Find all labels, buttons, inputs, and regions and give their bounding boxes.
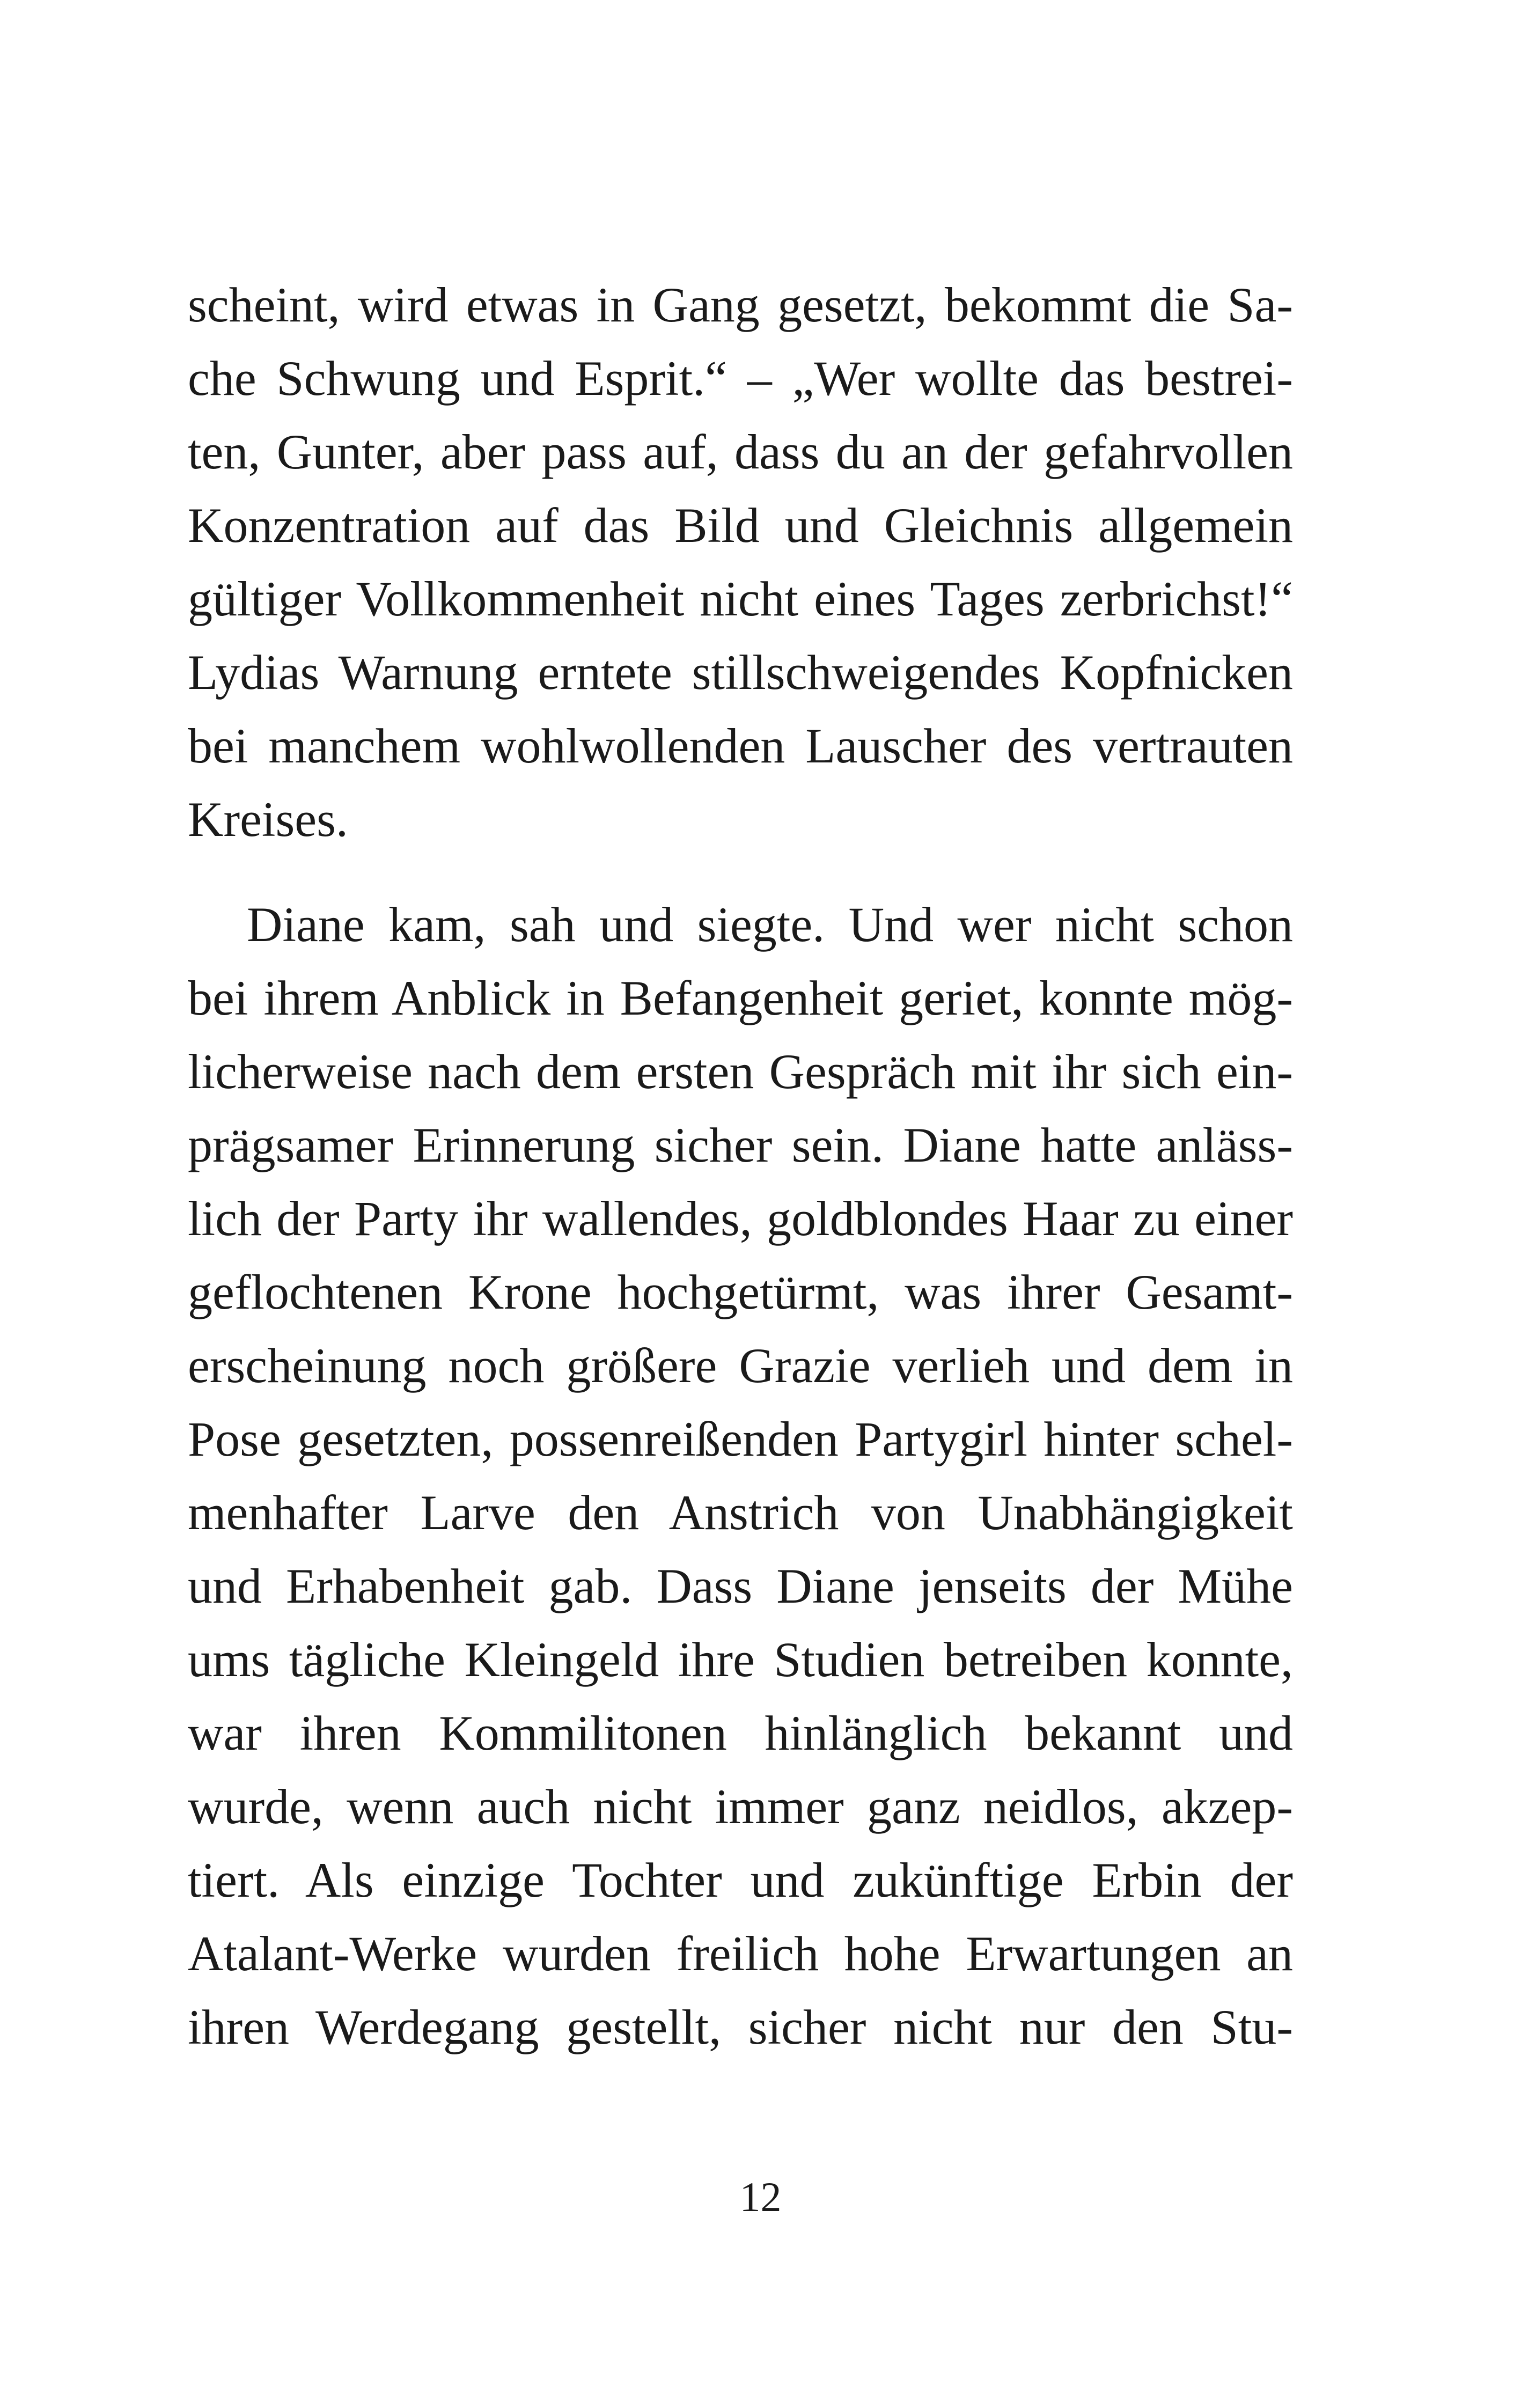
text-line: und Erhabenheit gab. Dass Diane jenseits der Mühe [188, 1559, 1293, 1613]
text-line: Atalant-Werke wurden freilich hohe Erwartungen an [188, 1926, 1293, 1981]
text-line: che Schwung und Esprit.“ – „Wer wollte das bestrei- [188, 351, 1293, 406]
text-line: bei ihrem Anblick in Befangenheit geriet, konnte mög- [188, 971, 1293, 1025]
text-line: war ihren Kommilitonen hinlänglich bekannt und [188, 1706, 1293, 1760]
text-line: Kreises. [188, 792, 348, 847]
text-line: Pose gesetzten, possenreißenden Partygirl hinter schel- [188, 1412, 1293, 1466]
text-line: ums tägliche Kleingeld ihre Studien betreiben konnte, [188, 1632, 1293, 1687]
text-line: geflochtenen Krone hochgetürmt, was ihrer Gesamt- [188, 1265, 1293, 1319]
text-line: ten, Gunter, aber pass auf, dass du an der gefahrvollen [188, 424, 1293, 479]
paragraph-1 [188, 268, 1293, 856]
text-line: erscheinung noch größere Grazie verlieh und dem in [188, 1338, 1293, 1393]
text-line: lich der Party ihr wallendes, goldblondes Haar zu einer [188, 1191, 1293, 1246]
text-line: scheint, wird etwas in Gang gesetzt, bekommt die Sa- [188, 277, 1293, 332]
text-line: Konzentration auf das Bild und Gleichnis allgemein [188, 498, 1293, 553]
paragraph-2 [188, 888, 1293, 2064]
text-line: wurde, wenn auch nicht immer ganz neidlos, akzep- [188, 1779, 1293, 1834]
text-line: tiert. Als einzige Tochter und zukünftige Erbin der [188, 1853, 1293, 1907]
text-line: gültiger Vollkommenheit nicht eines Tages zerbrichst!“ [188, 571, 1293, 626]
text-line: Diane kam, sah und siegte. Und wer nicht schon [247, 897, 1293, 952]
text-line: licherweise nach dem ersten Gespräch mit ihr sich ein- [188, 1044, 1293, 1099]
text-line: prägsamer Erinnerung sicher sein. Diane hatte anläss- [188, 1118, 1293, 1172]
text-line: menhafter Larve den Anstrich von Unabhängigkeit [188, 1485, 1293, 1540]
text-line: ihren Werdegang gestellt, sicher nicht nur den Stu- [188, 2000, 1293, 2054]
text-line: Lydias Warnung erntete stillschweigendes Kopfnicken [188, 645, 1293, 700]
text-line: bei manchem wohlwollenden Lauscher des vertrauten [188, 718, 1293, 773]
page-number: 12 [739, 2174, 782, 2220]
